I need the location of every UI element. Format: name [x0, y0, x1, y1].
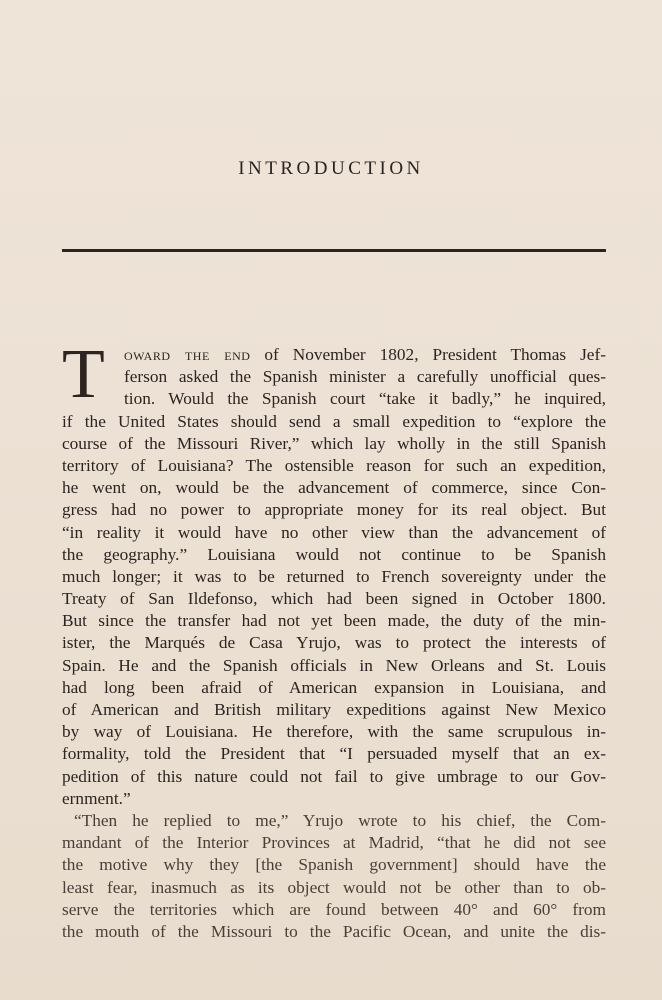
text-line: Spain. He and the Spanish officials in New Orleans and St. Louis	[62, 655, 606, 675]
text-line: “Then he replied to me,” Yrujo wrote to his chief, the Com-	[74, 810, 606, 830]
text-line: the motive why they [the Spanish government] should have the	[62, 855, 606, 875]
chapter-heading: INTRODUCTION	[238, 158, 424, 179]
text-line: tion. Would the Spanish court “take it badly,” he inquired,	[124, 389, 606, 409]
text-line: the geography.” Louisiana would not continue to be Spanish	[62, 544, 606, 564]
text-line: mandant of the Interior Provinces at Madrid, “that he did not see	[62, 833, 606, 853]
lead-in: oward the end	[124, 345, 251, 364]
text-line: ister, the Marqués de Casa Yrujo, was to protect the interests of	[62, 633, 606, 653]
text-line: by way of Louisiana. He therefore, with the same scrupulous in-	[62, 722, 606, 742]
text-line: course of the Missouri River,” which lay wholly in the still Spanish	[62, 433, 606, 453]
text-line: he went on, would be the advancement of commerce, since Con-	[62, 478, 606, 498]
text-line: least fear, inasmuch as its object would not be other than to ob-	[62, 877, 606, 897]
text-line	[62, 344, 606, 366]
text-line: had long been afraid of American expansion in Louisiana, and	[62, 677, 606, 697]
heading-rule	[62, 249, 606, 252]
text-line: ernment.”	[62, 788, 131, 808]
text-line: if the United States should send a small expedition to “explore the	[62, 411, 606, 431]
text-line: formality, told the President that “I persuaded myself that an ex-	[62, 744, 606, 764]
text-line: ferson asked the Spanish minister a carefully unofficial ques-	[124, 367, 606, 387]
text-line: much longer; it was to be returned to French sovereignty under the	[62, 566, 606, 586]
text-line: serve the territories which are found between 40° and 60° from	[62, 899, 606, 919]
text-line: pedition of this nature could not fail to give umbrage to our Gov-	[62, 766, 606, 786]
text-line-rest: of November 1802, President Thomas Jef-	[250, 345, 606, 364]
text-line: Treaty of San Ildefonso, which had been signed in October 1800.	[62, 589, 606, 609]
text-line: gress had no power to appropriate money for its real object. But	[62, 500, 606, 520]
body-text	[62, 336, 606, 943]
text-line: “in reality it would have no other view than the advancement of	[62, 522, 606, 542]
drop-cap: T	[62, 336, 105, 413]
text-line: the mouth of the Missouri to the Pacific Ocean, and unite the dis-	[62, 921, 606, 941]
text-line: territory of Louisiana? The ostensible reason for such an expedition,	[62, 455, 606, 475]
text-line: But since the transfer had not yet been made, the duty of the min-	[62, 611, 606, 631]
text-line: of American and British military expeditions against New Mexico	[62, 700, 606, 719]
